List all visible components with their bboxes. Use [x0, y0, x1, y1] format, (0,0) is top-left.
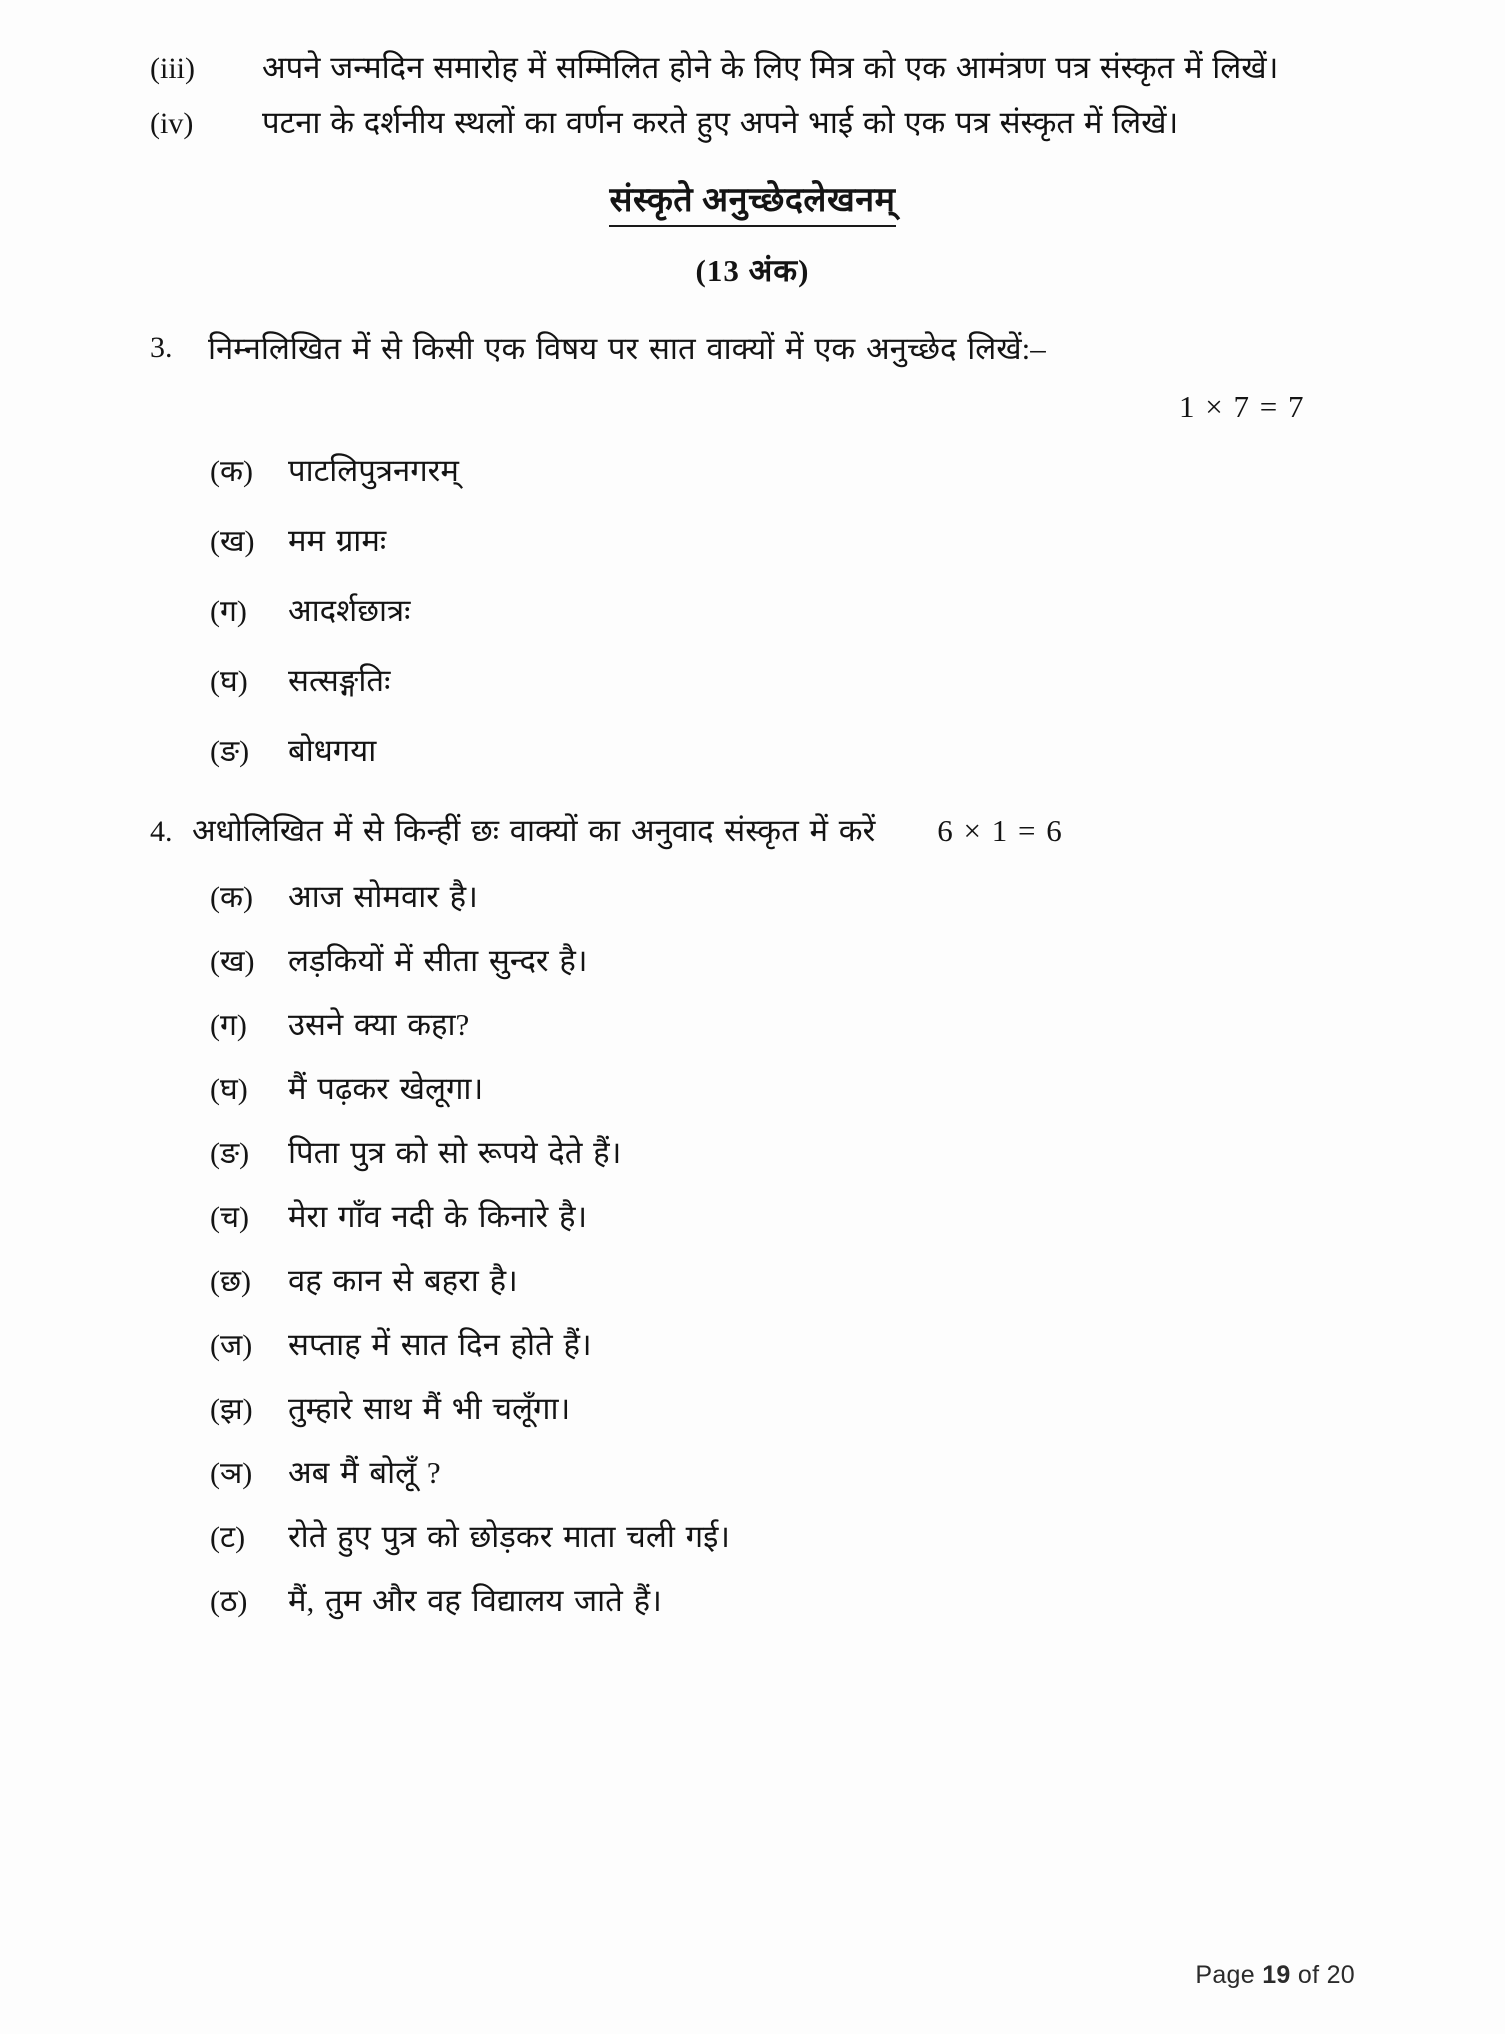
- sentence-text-jha: तुम्हारे साथ मैं भी चलूँगा।: [288, 1390, 571, 1426]
- sentence-text-ta: रोते हुए पुत्र को छोड़कर माता चली गई।: [288, 1518, 731, 1554]
- list-item: [210, 659, 1355, 703]
- topic-text-gha: सत्सङ्गतिः: [288, 662, 391, 698]
- sentence-marker-ta: (ट): [210, 1520, 246, 1554]
- sentence-marker-nya: (ञ): [210, 1456, 253, 1490]
- page-footer: [1195, 1961, 1355, 1990]
- question-3: [150, 327, 1355, 772]
- list-item: [210, 589, 1355, 633]
- footer-page-number: 19: [1262, 1961, 1291, 1989]
- list-item: [210, 939, 1355, 983]
- question-3-topics: [150, 449, 1355, 773]
- topic-marker-gha: (घ): [210, 664, 248, 698]
- section-title: संस्कृते अनुच्छेदलेखनम्: [609, 179, 895, 227]
- sentence-text-ga: उसने क्या कहा?: [288, 1006, 470, 1042]
- sentence-text-nya: अब मैं बोलूँ ?: [288, 1454, 441, 1490]
- question-4-head: [150, 809, 1355, 853]
- list-item: [210, 1323, 1355, 1367]
- topic-text-kha: मम ग्रामः: [288, 522, 387, 558]
- list-item: [210, 1259, 1355, 1303]
- topic-marker-nga: (ङ): [210, 734, 250, 768]
- list-item: [210, 1003, 1355, 1047]
- sentence-marker-kha: (ख): [210, 944, 255, 978]
- list-item: [210, 729, 1355, 773]
- sentence-marker-jha: (झ): [210, 1392, 253, 1426]
- question-4-sentences: [150, 875, 1355, 1623]
- list-item: [210, 875, 1355, 919]
- sentence-marker-ka: (क): [210, 880, 254, 914]
- question-4-number: 4.: [150, 814, 173, 848]
- item-text-iv: पटना के दर्शनीय स्थलों का वर्णन करते हुए अपने भाई को एक पत्र संस्कृत में लिखें।: [262, 104, 1179, 140]
- footer-prefix: Page: [1195, 1961, 1263, 1989]
- topic-text-ga: आदर्शछात्रः: [288, 592, 411, 628]
- question-4-marks: 6 × 1 = 6: [937, 812, 1064, 848]
- sentence-text-tha: मैं, तुम और वह विद्यालय जाते हैं।: [288, 1582, 662, 1618]
- list-item: [210, 1387, 1355, 1431]
- list-item: [210, 519, 1355, 563]
- list-item: [210, 1451, 1355, 1495]
- item-text-iii: अपने जन्मदिन समारोह में सम्मिलित होने के लिए मित्र को एक आमंत्रण पत्र संस्कृत में लिखें।: [262, 50, 1279, 85]
- list-item: [210, 1131, 1355, 1175]
- topic-text-ka: पाटलिपुत्रनगरम्: [288, 452, 459, 488]
- sentence-marker-nga: (ङ): [210, 1136, 250, 1170]
- question-3-marks: 1 × 7 = 7: [1179, 388, 1305, 424]
- question-3-head: [150, 327, 1355, 370]
- sentence-marker-cha: (च): [210, 1200, 250, 1234]
- list-item: [150, 101, 1355, 146]
- topic-marker-kha: (ख): [210, 524, 255, 558]
- topic-marker-ga: (ग): [210, 594, 247, 628]
- sentence-text-ka: आज सोमवार है।: [288, 878, 478, 914]
- item-marker-iv: (iv): [150, 106, 194, 140]
- list-item: [210, 1515, 1355, 1559]
- sentence-text-ja: सप्ताह में सात दिन होते हैं।: [288, 1326, 592, 1362]
- sentence-marker-ga: (ग): [210, 1008, 247, 1042]
- section-marks: (13 अंक): [695, 253, 810, 289]
- sentence-text-kha: लड़कियों में सीता सुन्दर है।: [288, 942, 588, 978]
- sentence-marker-tha: (ठ): [210, 1584, 248, 1618]
- question-4-text: अधोलिखित में से किन्हीं छः वाक्यों का अनुवाद संस्कृत में करें: [192, 812, 876, 848]
- list-item: [210, 1067, 1355, 1111]
- list-item: [150, 46, 1355, 91]
- item-marker-iii: (iii): [150, 52, 195, 85]
- list-item: [210, 449, 1355, 493]
- section-heading: [150, 179, 1355, 227]
- list-item: [210, 1195, 1355, 1239]
- list-item: [210, 1579, 1355, 1623]
- question-3-number: 3.: [150, 331, 173, 365]
- footer-suffix: of 20: [1290, 1961, 1355, 1989]
- question-4: [150, 809, 1355, 1623]
- sentence-marker-gha: (घ): [210, 1072, 248, 1106]
- sentence-text-cha: मेरा गाँव नदी के किनारे है।: [288, 1198, 588, 1234]
- topic-marker-ka: (क): [210, 454, 254, 488]
- sentence-text-chha: वह कान से बहरा है।: [288, 1262, 518, 1298]
- question-3-text: निम्नलिखित में से किसी एक विषय पर सात वाक्यों में एक अनुच्छेद लिखें:–: [208, 331, 1046, 367]
- sentence-text-nga: पिता पुत्र को सो रूपये देते हैं।: [288, 1134, 622, 1170]
- sentence-marker-chha: (छ): [210, 1264, 252, 1298]
- sentence-marker-ja: (ज): [210, 1328, 253, 1362]
- sentence-text-gha: मैं पढ़कर खेलूगा।: [288, 1070, 484, 1106]
- topic-text-nga: बोधगया: [288, 732, 377, 768]
